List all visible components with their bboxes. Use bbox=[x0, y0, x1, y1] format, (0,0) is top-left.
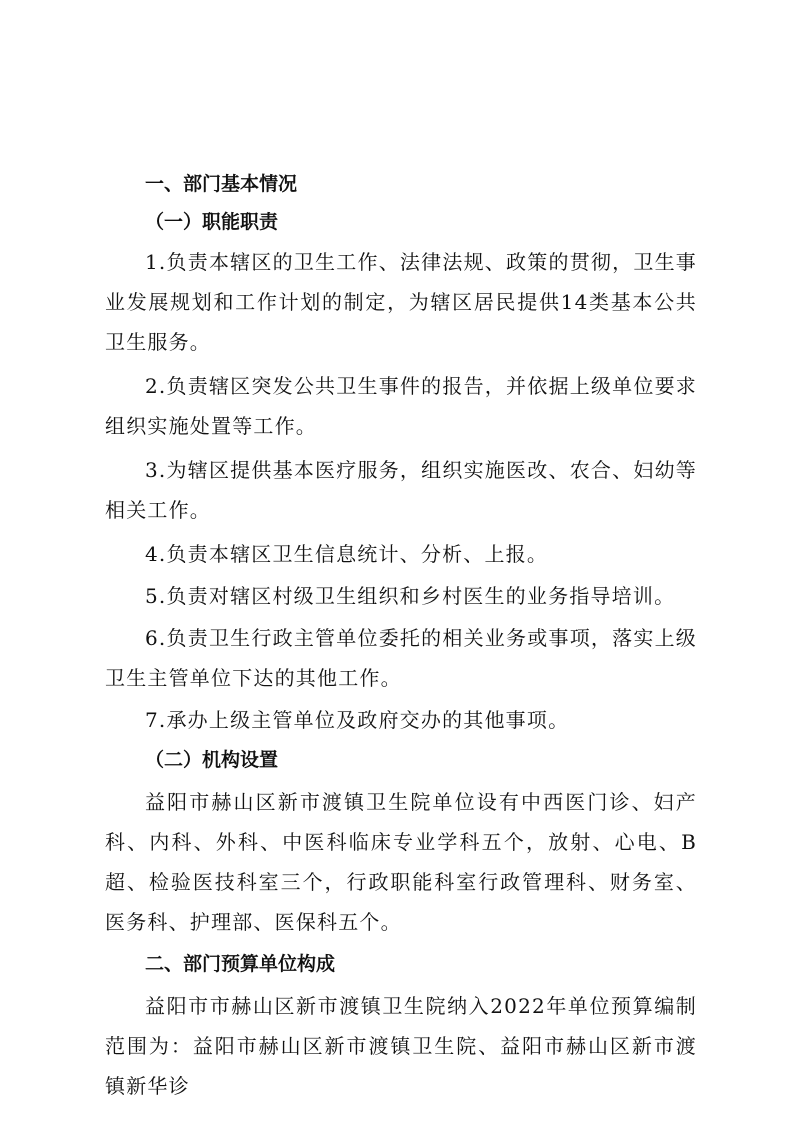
duty-paragraph-2: 2.负责辖区突发公共卫生事件的报告，并依据上级单位要求组织实施处置等工作。 bbox=[105, 374, 697, 438]
duty-paragraph-4: 4.负责本辖区卫生信息统计、分析、上报。 bbox=[145, 542, 549, 566]
budget-units-paragraph: 益阳市市赫山区新市渡镇卫生院纳入2022年单位预算编制范围为：益阳市赫山区新市渡镇卫生院、益阳市赫山区新市渡镇新华诊 bbox=[105, 994, 697, 1098]
document-body bbox=[105, 166, 697, 1106]
duty-paragraph-3: 3.为辖区提供基本医疗服务，组织实施医改、农合、妇幼等相关工作。 bbox=[105, 458, 697, 522]
duty-paragraph-5: 5.负责对辖区村级卫生组织和乡村医生的业务指导培训。 bbox=[145, 584, 676, 608]
organization-paragraph: 益阳市赫山区新市渡镇卫生院单位设有中西医门诊、妇产科、内科、外科、中医科临床专业学科五个，放射、心电、B超、检验医技科室三个，行政职能科室行政管理科、财务室、医务科、护理部、医保科五个。 bbox=[105, 790, 697, 934]
subheading-duties: （一）职能职责 bbox=[145, 211, 279, 233]
duty-paragraph-6: 6.负责卫生行政主管单位委托的相关业务或事项，落实上级卫生主管单位下达的其他工作。 bbox=[105, 626, 697, 690]
section-heading-basic-info: 一、部门基本情况 bbox=[145, 173, 298, 195]
subheading-organization: （二）机构设置 bbox=[145, 749, 279, 771]
duty-paragraph-1: 1.负责本辖区的卫生工作、法律法规、政策的贯彻，卫生事业发展规划和工作计划的制定，为辖区居民提供14类基本公共卫生服务。 bbox=[105, 250, 697, 354]
duty-paragraph-7: 7.承办上级主管单位及政府交办的其他事项。 bbox=[145, 708, 570, 732]
section-heading-budget-units: 二、部门预算单位构成 bbox=[145, 953, 336, 975]
